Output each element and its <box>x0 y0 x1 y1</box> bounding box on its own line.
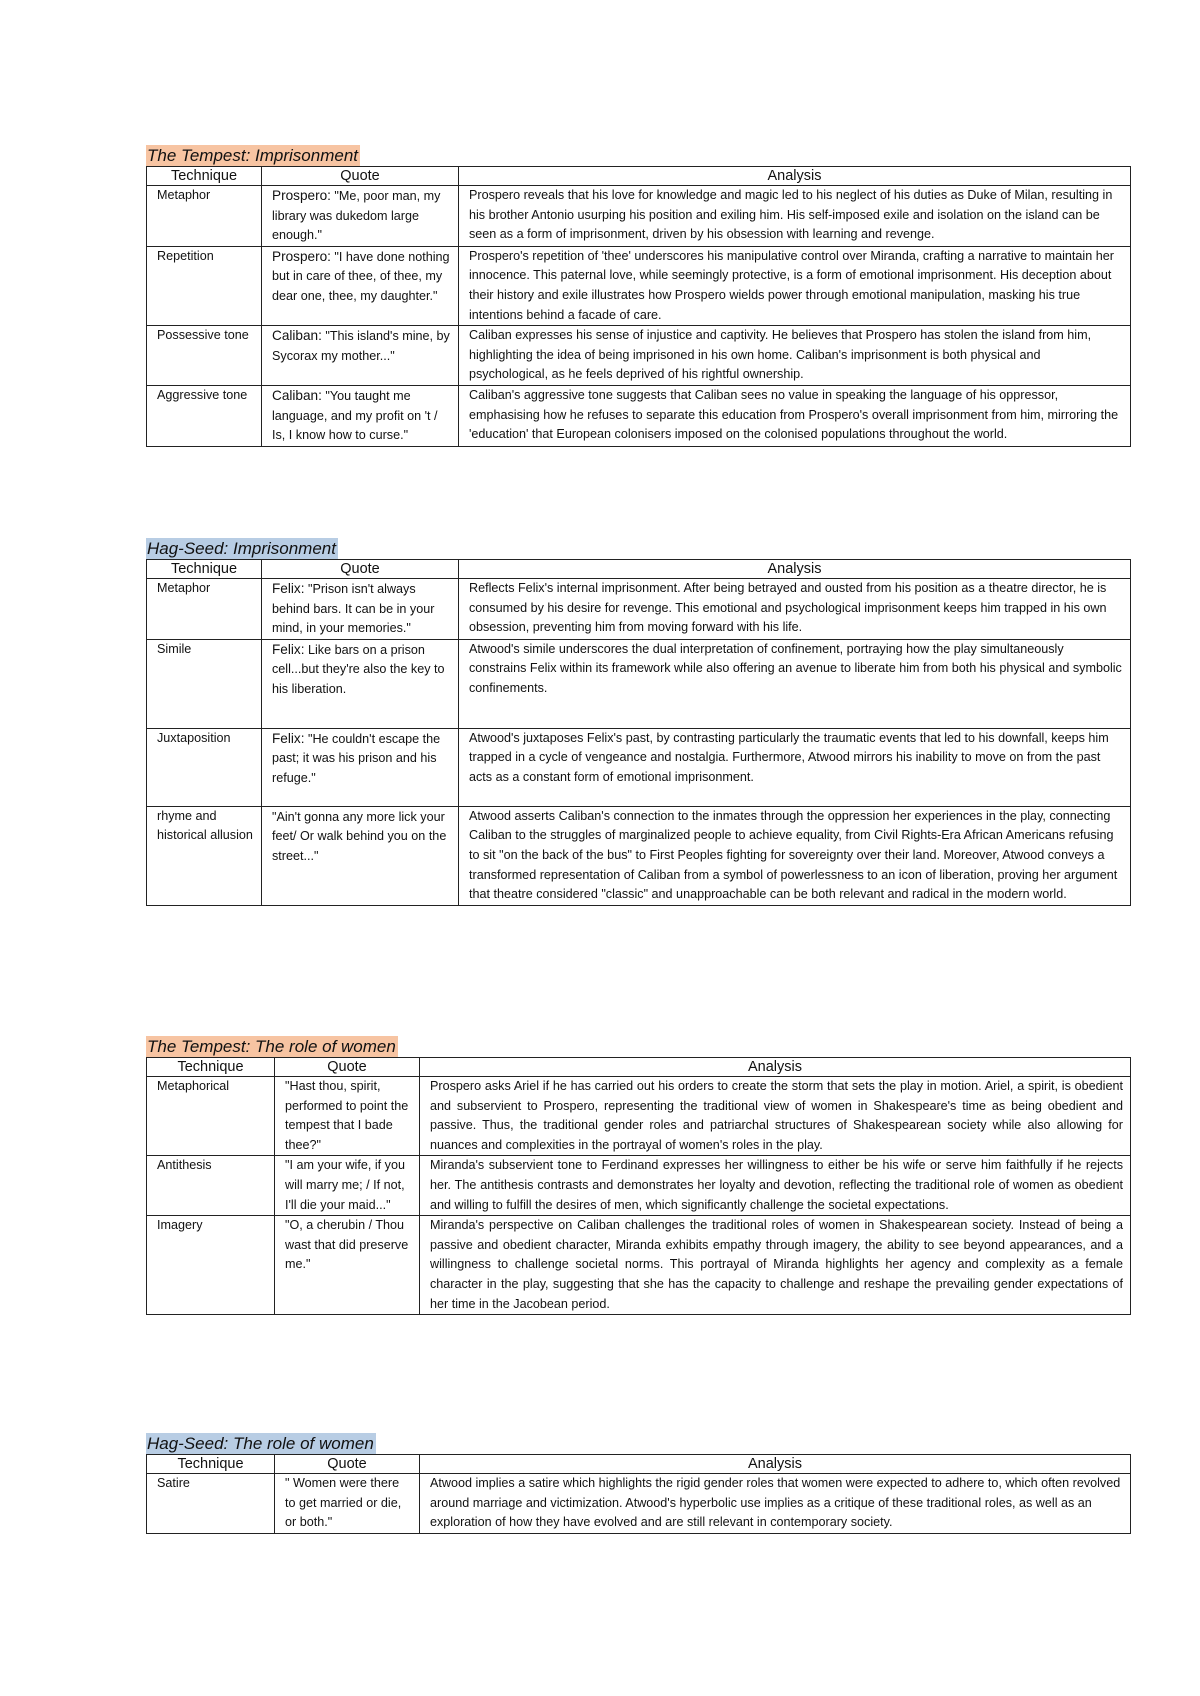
header-quote: Quote <box>262 560 459 579</box>
header-technique: Technique <box>147 1455 275 1474</box>
quote-text: "This island's mine, by Sycorax my mother..." <box>272 329 450 363</box>
analysis-cell: Miranda's subservient tone to Ferdinand expresses her willingness to either be his wife or serve him faithfully if he rejects her. The antithesis contrasts and demonstrates her loyalty and devotion, reflecting the traditional role of women as obedient and willing to fulfill the desires of men, which significantly challenge the societal expectations. <box>420 1156 1131 1216</box>
quote-text: "You taught me language, and my profit on 't / Is, I know how to curse." <box>272 388 438 443</box>
section-hagseed-women <box>146 1433 1130 1534</box>
table-row <box>147 246 1131 325</box>
quote-text: "He couldn't escape the past; it was his prison and his refuge." <box>272 731 441 785</box>
table-row <box>147 1474 1131 1534</box>
header-analysis: Analysis <box>459 167 1131 186</box>
section-heading: Hag-Seed: The role of women <box>147 1434 374 1453</box>
quote-cell <box>262 385 459 446</box>
technique-cell: Satire <box>147 1474 275 1534</box>
header-technique: Technique <box>147 560 262 579</box>
speaker-label: Caliban: <box>272 328 322 344</box>
technique-cell: Possessive tone <box>147 326 262 386</box>
header-quote: Quote <box>275 1058 420 1077</box>
table-row <box>147 385 1131 446</box>
speaker-label: Felix: <box>272 581 305 596</box>
header-technique: Technique <box>147 167 262 186</box>
technique-cell: Antithesis <box>147 1156 275 1216</box>
analysis-table <box>146 1057 1131 1315</box>
quote-cell <box>262 326 459 386</box>
technique-cell: Metaphor <box>147 579 262 640</box>
header-quote: Quote <box>262 167 459 186</box>
analysis-cell: Atwood asserts Caliban's connection to the inmates through the oppression her experiences in the play, connecting Caliban to the struggles of marginalized people to achieve equality, from Civil Rights-Era African Americans refusing to sit "on the back of the bus" to First Peoples fighting for sovereignty over their land. Moreover, Atwood conveys a transformed representation of Caliban from a symbol of powerlessness to an icon of liberation, proving her argument that theatre considered "classic" and unapproachable can be both relevant and radical in the modern world. <box>459 806 1131 905</box>
analysis-cell: Caliban expresses his sense of injustice and captivity. He believes that Prospero has stolen the island from him, highlighting the idea of being imprisoned in his own home. Caliban's imprisonment is both physical and psychological, as he feels deprived of his rightful ownership. <box>459 326 1131 386</box>
analysis-cell: Atwood's juxtaposes Felix's past, by contrasting particularly the traumatic events that led to his downfall, keeps him trapped in a cycle of vengeance and nostalgia. Furthermore, Atwood mirrors his inability to move on from the past acts as a constant form of emotional imprisonment. <box>459 728 1131 806</box>
analysis-cell: Prospero reveals that his love for knowledge and magic led to his neglect of his duties as Duke of Milan, resulting in his brother Antonio usurping his position and exiling him. His self-imposed exile and isolation on the island can be seen as a form of imprisonment, driven by his obsession with learning and revenge. <box>459 186 1131 247</box>
technique-cell: Metaphorical <box>147 1077 275 1156</box>
speaker-label: Caliban: <box>272 387 322 403</box>
technique-cell: rhyme and historical allusion <box>147 806 262 905</box>
technique-cell: Repetition <box>147 246 262 325</box>
section-heading: The Tempest: Imprisonment <box>147 146 359 165</box>
section-tempest-women <box>146 1036 1130 1315</box>
quote-cell <box>262 246 459 325</box>
header-analysis: Analysis <box>420 1058 1131 1077</box>
quote-cell <box>262 579 459 640</box>
table-row <box>147 579 1131 640</box>
speaker-label: Felix: <box>272 641 305 657</box>
quote-cell <box>262 728 459 806</box>
analysis-cell: Reflects Felix's internal imprisonment. After being betrayed and ousted from his position as a theatre director, he is consumed by his desire for revenge. This emotional and psychological imprisonment keeps him trapped in his own obsession, preventing him from moving forward with his life. <box>459 579 1131 640</box>
quote-text: Like bars on a prison cell...but they're also the key to his liberation. <box>272 642 445 696</box>
technique-cell: Juxtaposition <box>147 728 262 806</box>
technique-cell: Aggressive tone <box>147 385 262 446</box>
analysis-cell: Prospero's repetition of 'thee' underscores his manipulative control over Miranda, crafting a narrative to maintain her innocence. This paternal love, while seemingly protective, is a form of emotional imprisonment. His deception about their history and exile illustrates how Prospero wields power through emotional manipulation, masking his true intentions behind a facade of care. <box>459 246 1131 325</box>
section-heading: The Tempest: The role of women <box>147 1037 396 1056</box>
table-header-row <box>147 560 1131 579</box>
speaker-label: Prospero: <box>272 248 331 264</box>
header-analysis: Analysis <box>459 560 1131 579</box>
table-row <box>147 728 1131 806</box>
analysis-cell: Prospero asks Ariel if he has carried out his orders to create the storm that sets the play in motion. Ariel, a spirit, is obedient and subservient to Prospero, representing the traditional view of women in Shakespeare's time as being obedient and passive. Thus, the traditional gender roles and patriarchal structures of Shakespearean society while also allowing for nuances and complexities in the portrayal of women's roles in the play. <box>420 1077 1131 1156</box>
table-row <box>147 186 1131 247</box>
section-hagseed-imprisonment <box>146 538 1130 906</box>
technique-cell: Simile <box>147 639 262 728</box>
table-row <box>147 1216 1131 1315</box>
header-technique: Technique <box>147 1058 275 1077</box>
analysis-cell: Atwood's simile underscores the dual interpretation of confinement, portraying how the play simultaneously constrains Felix within its framework while also offering an avenue to liberate him from both his physical and symbolic confinements. <box>459 639 1131 728</box>
quote-cell <box>262 186 459 247</box>
quote-cell: "O, a cherubin / Thou wast that did preserve me." <box>275 1216 420 1315</box>
quote-text: "Prison isn't always behind bars. It can be in your mind, in your memories." <box>272 582 435 636</box>
analysis-cell: Miranda's perspective on Caliban challenges the traditional roles of women in Shakespearean society. Instead of being a passive and obedient character, Miranda exhibits empathy through imagery, the ability to see beyond appearances, and a willingness to challenge societal norms. This portrayal of Miranda highlights her agency and complexity as a female character in the play, suggesting that she has the capacity to challenge and reshape the prevailing gender expectations of her time in the Jacobean period. <box>420 1216 1131 1315</box>
table-header-row <box>147 1058 1131 1077</box>
table-header-row <box>147 1455 1131 1474</box>
table-row <box>147 1077 1131 1156</box>
section-heading: Hag-Seed: Imprisonment <box>147 539 336 558</box>
speaker-label: Felix: <box>272 730 305 746</box>
analysis-table <box>146 166 1131 447</box>
analysis-cell: Caliban's aggressive tone suggests that Caliban sees no value in speaking the language of his oppressor, emphasising how he refuses to separate this education from Prospero's overall imprisonment from him, mirroring the 'education' that European colonisers imposed on the colonised populations throughout the world. <box>459 385 1131 446</box>
quote-text: "I have done nothing but in care of thee, of thee, my dear one, thee, my daughter." <box>272 249 450 303</box>
quote-cell: " Women were there to get married or die, or both." <box>275 1474 420 1534</box>
analysis-table <box>146 559 1131 906</box>
technique-cell: Metaphor <box>147 186 262 247</box>
table-header-row <box>147 167 1131 186</box>
table-row <box>147 1156 1131 1216</box>
quote-cell <box>262 806 459 905</box>
table-row <box>147 639 1131 728</box>
quote-text: "Ain't gonna any more lick your feet/ Or walk behind you on the street..." <box>272 809 447 863</box>
analysis-cell: Atwood implies a satire which highlights the rigid gender roles that women were expected to adhere to, which often revolved around marriage and victimization. Atwood's hyperbolic use implies as a critique of these traditional roles, as well as an exploration of how they have evolved and are still relevant in contemporary society. <box>420 1474 1131 1534</box>
quote-cell <box>262 639 459 728</box>
quote-text: "Me, poor man, my library was dukedom large enough." <box>272 189 441 243</box>
header-quote: Quote <box>275 1455 420 1474</box>
analysis-table <box>146 1454 1131 1534</box>
table-row <box>147 326 1131 386</box>
speaker-label: Prospero: <box>272 188 331 203</box>
quote-cell: "Hast thou, spirit, performed to point the tempest that I bade thee?" <box>275 1077 420 1156</box>
section-tempest-imprisonment <box>146 145 1130 447</box>
quote-cell: "I am your wife, if you will marry me; / If not, I'll die your maid..." <box>275 1156 420 1216</box>
technique-cell: Imagery <box>147 1216 275 1315</box>
header-analysis: Analysis <box>420 1455 1131 1474</box>
table-row <box>147 806 1131 905</box>
